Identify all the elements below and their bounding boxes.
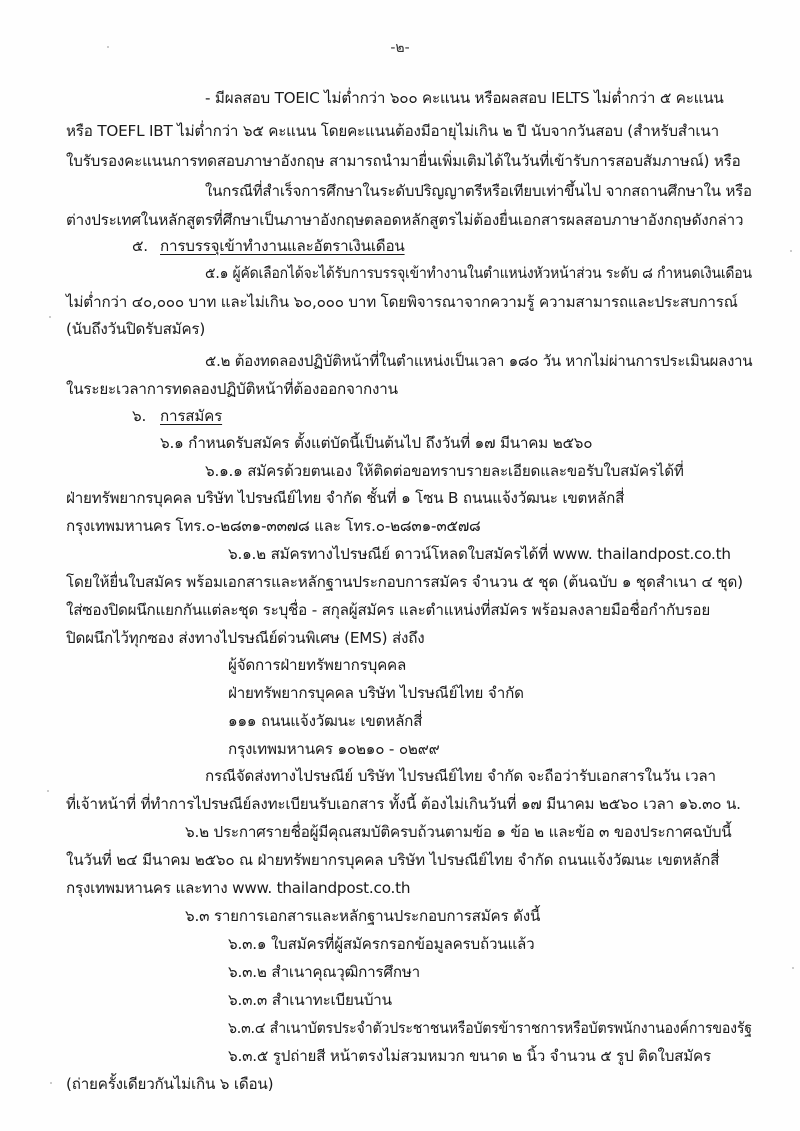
text-line: ๕. (132, 237, 148, 255)
text-line: ๖.๓.๑ ใบสมัครที่ผู้สมัครกรอกข้อมูลครบถ้วนแล้ว (228, 935, 535, 953)
text-line: (นับถึงวันปิดรับสมัคร) (66, 320, 206, 338)
text-line: ฝ่ายทรัพยากรบุคคล บริษัท ไปรษณีย์ไทย จำกัด ชั้นที่ ๑ โซน B ถนนแจ้งวัฒนะ เขตหลักสี่ (66, 489, 625, 507)
text-line: ๖.๓.๒ สำเนาคุณวุฒิการศึกษา (228, 963, 420, 981)
text-line: ๖.๒ ประกาศรายชื่อผู้มีคุณสมบัติครบถ้วนตามข้อ ๑ ข้อ ๒ และข้อ ๓ ของประกาศฉบับนี้ (185, 823, 732, 841)
text-line: (ถ่ายครั้งเดียวกันไม่เกิน ๖ เดือน) (66, 1075, 274, 1093)
page-number: -๒- (390, 40, 410, 56)
text-line: ๖.๑.๑ สมัครด้วยตนเอง ให้ติดต่อขอทราบรายละเอียดและขอรับใบสมัครได้ที่ (205, 462, 684, 480)
text-line: ต่างประเทศในหลักสูตรที่ศึกษาเป็นภาษาอังกฤษตลอดหลักสูตรไม่ต้องยื่นเอกสารผลสอบภาษาอังกฤษดังกล่าว (66, 211, 744, 229)
text-line: ๖.๑.๒ สมัครทางไปรษณีย์ ดาวน์โหลดใบสมัครได้ที่ www. thailandpost.co.th (228, 545, 731, 563)
text-line: ผู้จัดการฝ่ายทรัพยากรบุคคล (228, 656, 407, 674)
text-line: กรณีจัดส่งทางไปรษณีย์ บริษัท ไปรษณีย์ไทย จำกัด จะถือว่ารับเอกสารในวัน เวลา (205, 767, 716, 785)
text-line: ๖.๓.๔ สำเนาบัตรประจำตัวประชาชนหรือบัตรข้าราชการหรือบัตรพนักงานองค์การของรัฐ (228, 1019, 752, 1037)
text-line: หรือ TOEFL IBT ไม่ต่ำกว่า ๖๕ คะแนน โดยคะแนนต้องมีอายุไม่เกิน ๒ ปี นับจากวันสอบ (สำหรับสำเนา (66, 122, 719, 140)
text-line: ไม่ต่ำกว่า ๔๐,๐๐๐ บาท และไม่เกิน ๖๐,๐๐๐ บาท โดยพิจารณาจากความรู้ ความสามารถและประสบการณ์ (66, 293, 738, 311)
text-line: ในระยะเวลาการทดลองปฏิบัติหน้าที่ต้องออกจากงาน (66, 380, 398, 398)
text-line: - มีผลสอบ TOEIC ไม่ต่ำกว่า ๖๐๐ คะแนน หรือผลสอบ IELTS ไม่ต่ำกว่า ๕ คะแนน (205, 89, 724, 107)
text-line: ๖.๓.๕ รูปถ่ายสี หน้าตรงไม่สวมหมวก ขนาด ๒ นิ้ว จำนวน ๕ รูป ติดใบสมัคร (228, 1047, 711, 1065)
text-line: ๖.๑ กำหนดรับสมัคร ตั้งแต่บัดนี้เป็นต้นไป ถึงวันที่ ๑๗ มีนาคม ๒๕๖๐ (160, 434, 593, 452)
text-line: ๖. (132, 407, 147, 425)
scan-speck (792, 967, 794, 969)
text-line: ปิดผนึกไว้ทุกซอง ส่งทางไปรษณีย์ด่วนพิเศษ (EMS) ส่งถึง (66, 629, 425, 647)
text-line: ฝ่ายทรัพยากรบุคคล บริษัท ไปรษณีย์ไทย จำกัด (228, 684, 524, 702)
text-line: ที่เจ้าหน้าที่ ที่ทำการไปรษณีย์ลงทะเบียนรับเอกสาร ทั้งนี้ ต้องไม่เกินวันที่ ๑๗ มีนาคม ๒๕๖๐ เวลา ๑๖.๓๐ น. (66, 795, 741, 813)
section-heading: การสมัคร (160, 407, 223, 425)
scan-speck (107, 46, 109, 48)
text-line: ๑๑๑ ถนนแจ้งวัฒนะ เขตหลักสี่ (228, 712, 423, 730)
text-line: ๖.๓ รายการเอกสารและหลักฐานประกอบการสมัคร ดังนี้ (185, 907, 541, 925)
text-line: ในกรณีที่สำเร็จการศึกษาในระดับปริญญาตรีหรือเทียบเท่าขึ้นไป จากสถานศึกษาใน หรือ (205, 182, 752, 200)
text-line: กรุงเทพมหานคร ๑๐๒๑๐ - ๐๒๙๙ (228, 740, 440, 758)
scan-speck (50, 1082, 52, 1084)
scan-speck (790, 250, 792, 252)
text-line: ๖.๓.๓ สำเนาทะเบียนบ้าน (228, 991, 392, 1009)
text-line: กรุงเทพมหานคร โทร.๐-๒๘๓๑-๓๓๗๘ และ โทร.๐-๒๘๓๑-๓๕๗๘ (66, 517, 481, 535)
scan-speck (49, 316, 51, 318)
text-line: ๕.๒ ต้องทดลองปฏิบัติหน้าที่ในตำแหน่งเป็นเวลา ๑๘๐ วัน หากไม่ผ่านการประเมินผลงาน (205, 352, 753, 370)
scan-speck (47, 790, 49, 792)
section-heading: การบรรจุเข้าทำงานและอัตราเงินเดือน (160, 237, 405, 255)
text-line: ๕.๑ ผู้คัดเลือกได้จะได้รับการบรรจุเข้าทำงานในตำแหน่งหัวหน้าส่วน ระดับ ๘ กำหนดเงินเดือน (205, 264, 752, 282)
text-line: ในวันที่ ๒๔ มีนาคม ๒๕๖๐ ณ ฝ่ายทรัพยากรบุคคล บริษัท ไปรษณีย์ไทย จำกัด ถนนแจ้งวัฒนะ เขตหลักสี่ (66, 851, 720, 869)
text-line: ใส่ซองปิดผนึกแยกกันแต่ละชุด ระบุชื่อ - สกุลผู้สมัคร และตำแหน่งที่สมัคร พร้อมลงลายมือชื่อกำกับรอย (66, 601, 711, 619)
text-line: ใบรับรองคะแนนการทดสอบภาษาอังกฤษ สามารถนำมายื่นเพิ่มเติมได้ในวันที่เข้ารับการสอบสัมภาษณ์) หรือ (66, 152, 741, 170)
text-line: โดยให้ยื่นใบสมัคร พร้อมเอกสารและหลักฐานประกอบการสมัคร จำนวน ๕ ชุด (ต้นฉบับ ๑ ชุดสำเนา ๔ ชุด) (66, 573, 743, 591)
text-line: กรุงเทพมหานคร และทาง www. thailandpost.co.th (66, 879, 411, 897)
